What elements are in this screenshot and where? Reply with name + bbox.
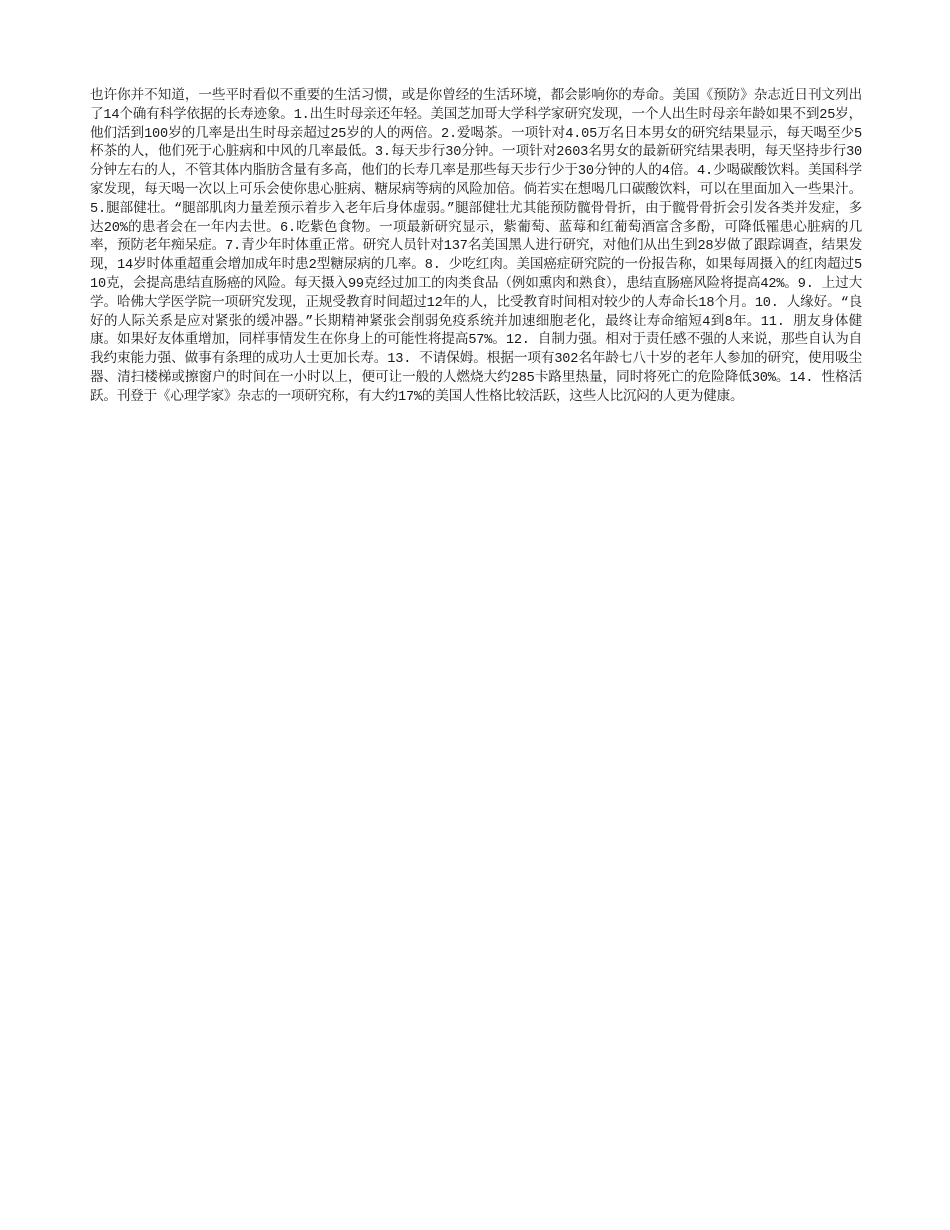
- article-paragraph: 也许你并不知道，一些平时看似不重要的生活习惯，或是你曾经的生活环境，都会影响你的寿命。美国《预防》杂志近日刊文列出了14个确有科学依据的长寿迹象。1.出生时母亲还年轻。美国芝加哥大学科学家研究发现，一个人出生时母亲年龄如果不到25岁，他们活到100岁的几率是出生时母亲超过25岁的人的两倍。2.爱喝茶。一项针对4.05万名日本男女的研究结果显示，每天喝至少5杯茶的人，他们死于心脏病和中风的几率最低。3.每天步行30分钟。一项针对2603名男女的最新研究结果表明，每天坚持步行30分钟左右的人，不管其体内脂肪含量有多高，他们的长寿几率是那些每天步行少于30分钟的人的4倍。4.少喝碳酸饮料。美国科学家发现，每天喝一次以上可乐会使你患心脏病、糖尿病等病的风险加倍。倘若实在想喝几口碳酸饮料，可以在里面加入一些果汁。5.腿部健壮。“腿部肌肉力量差预示着步入老年后身体虚弱。”腿部健壮尤其能预防髋骨骨折，由于髋骨骨折会引发各类并发症，多达20%的患者会在一年内去世。6.吃紫色食物。一项最新研究显示，紫葡萄、蓝莓和红葡萄酒富含多酚，可降低罹患心脏病的几率，预防老年痴呆症。7.青少年时体重正常。研究人员针对137名美国黑人进行研究，对他们从出生到28岁做了跟踪调查，结果发现，14岁时体重超重会增加成年时患2型糖尿病的几率。8. 少吃红肉。美国癌症研究院的一份报告称，如果每周摄入的红肉超过510克，会提高患结直肠癌的风险。每天摄入99克经过加工的肉类食品（例如熏肉和熟食），患结直肠癌风险将提高42%。9. 上过大学。哈佛大学医学院一项研究发现，正规受教育时间超过12年的人，比受教育时间相对较少的人寿命长18个月。10. 人缘好。“良好的人际关系是应对紧张的缓冲器。”长期精神紧张会削弱免疫系统并加速细胞老化，最终让寿命缩短4到8年。11. 朋友身体健康。如果好友体重增加，同样事情发生在你身上的可能性将提高57%。12. 自制力强。相对于责任感不强的人来说，那些自认为自我约束能力强、做事有条理的成功人士更加长寿。13. 不请保姆。根据一项有302名年龄七八十岁的老年人参加的研究，使用吸尘器、清扫楼梯或擦窗户的时间在一小时以上，便可让一般的人燃烧大约285卡路里热量，同时将死亡的危险降低30%。14. 性格活跃。刊登于《心理学家》杂志的一项研究称，有大约17%的美国人性格比较活跃，这些人比沉闷的人更为健康。: [90, 89, 862, 405]
